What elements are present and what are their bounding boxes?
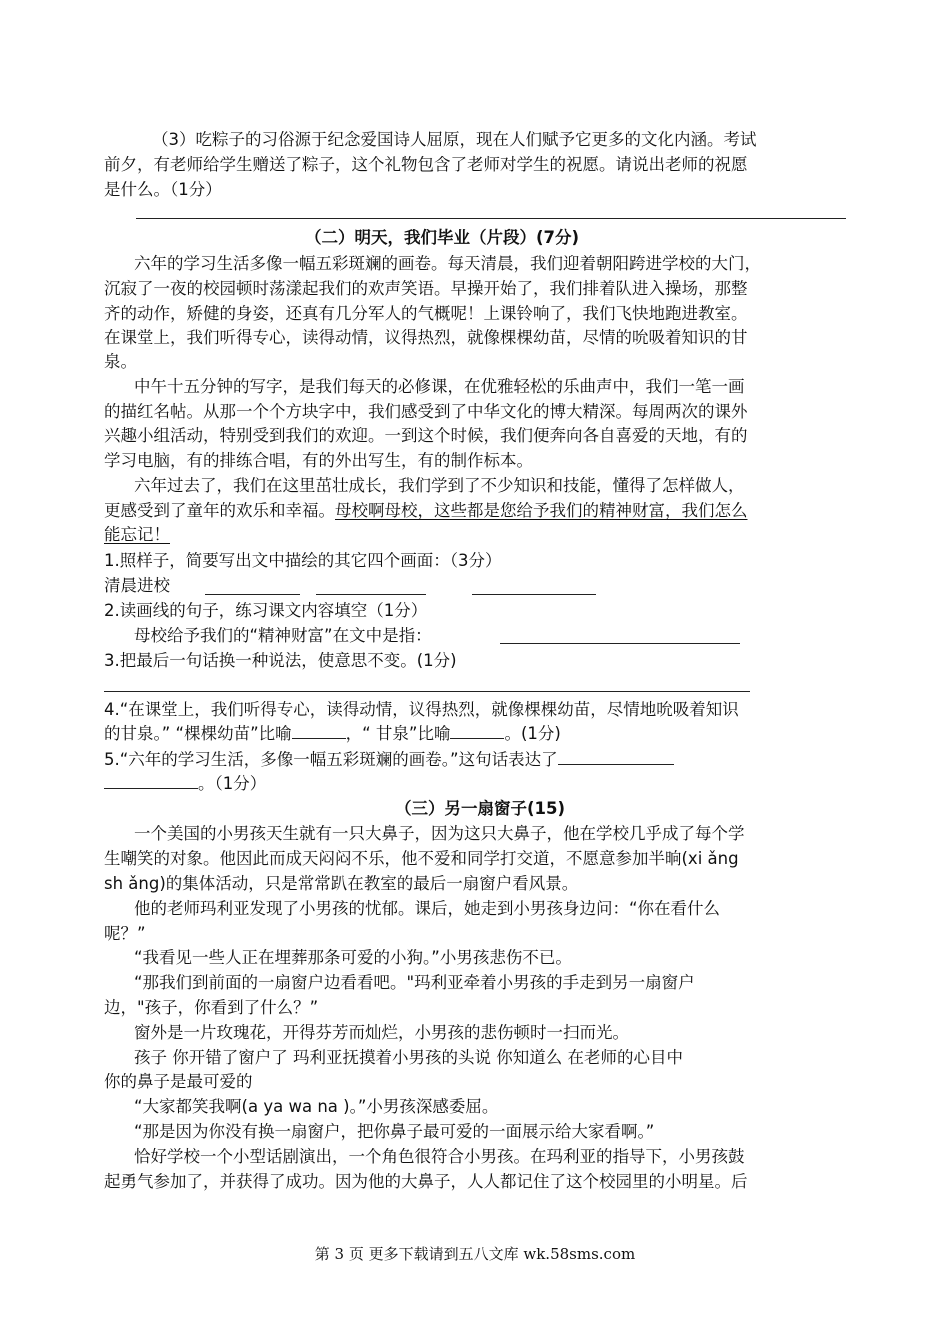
s2-p2-line-3: 兴趣小组活动，特别受到我们的欢迎。一到这个时候，我们便奔向各自喜爱的天地，有的 [104, 426, 748, 445]
s2-q2-blank[interactable] [500, 643, 740, 644]
q3-answer-line[interactable] [136, 218, 846, 219]
s3-line: 边，"孩子，你看到了什么？” [104, 998, 319, 1017]
s2-q4-line-1: 4.“在课堂上，我们听得专心，读得动情，议得热烈，就像棵棵幼苗，尽情地吮吸着知识 [104, 700, 739, 719]
s3-line: 起勇气参加了，并获得了成功。因为他的大鼻子，人人都记住了这个校园里的小明星。后 [104, 1172, 748, 1191]
s3-line: “大家都笑我啊(a ya wa na )。”小男孩深感委屈。 [134, 1097, 499, 1116]
s2-p1-line-1: 六年的学习生活多像一幅五彩斑斓的画卷。每天清晨，我们迎着朝阳跨进学校的大门， [134, 254, 761, 273]
s2-q3-answer-line[interactable] [104, 691, 750, 692]
s2-q1-example: 清晨进校 [104, 576, 170, 595]
s2-q4-blank-2[interactable] [450, 722, 504, 739]
q3-line-2: 前夕，有老师给学生赠送了粽子，这个礼物包含了老师对学生的祝愿。请说出老师的祝愿 [104, 155, 748, 174]
s2-q5-part-b: 。（1分） [198, 774, 267, 793]
s2-p1-line-2: 沉寂了一夜的校园顿时荡漾起我们的欢声笑语。早操开始了，我们排着队进入操场，那整 [104, 279, 748, 298]
s2-q5-blank-1[interactable] [558, 748, 674, 765]
s3-line: 他的老师玛利亚发现了小男孩的忧郁。课后，她走到小男孩身边问：“你在看什么 [134, 899, 721, 918]
s2-q4-part-b: ，“ 甘泉”比喻 [345, 724, 451, 743]
s2-p3-line-1: 六年过去了，我们在这里茁壮成长，我们学到了不少知识和技能，懂得了怎样做人， [134, 476, 745, 495]
s3-line: 一个美国的小男孩天生就有一只大鼻子，因为这只大鼻子，他在学校几乎成了每个学 [134, 824, 745, 843]
s2-p3-line-2 [104, 499, 748, 523]
s3-line: 你的鼻子是最可爱的 [104, 1072, 253, 1091]
s2-p1-line-4: 在课堂上，我们听得专心，读得动情，议得热烈，就像棵棵幼苗，尽情的吮吸着知识的甘 [104, 328, 748, 347]
s2-p1-line-5: 泉。 [104, 352, 137, 371]
s2-q4-part-a: 的甘泉。” “棵棵幼苗”比喻 [104, 724, 292, 743]
s3-line: “那我们到前面的一扇窗户边看看吧。"玛利亚牵着小男孩的手走到另一扇窗户 [134, 973, 695, 992]
s2-p2-line-4: 学习电脑，有的排练合唱，有的外出写生，有的制作标本。 [104, 451, 533, 470]
s3-line: sh ǎng)的集体活动，只是常常趴在教室的最后一扇窗户看风景。 [104, 874, 579, 893]
s3-line: 孩子 你开错了窗户了 玛利亚抚摸着小男孩的头说 你知道么 在老师的心目中 [134, 1048, 683, 1067]
s2-question-1: 1.照样子，简要写出文中描绘的其它四个画面：（3分） [104, 551, 502, 570]
section2-title: （二）明天，我们毕业（片段）(7分) [305, 228, 580, 247]
section3-title: （三）另一扇窗子(15) [395, 799, 566, 818]
s3-line: “我看见一些人正在埋葬那条可爱的小狗。”小男孩悲伤不已。 [134, 948, 572, 967]
q3-line-1: （3）吃粽子的习俗源于纪念爱国诗人屈原，现在人们赋予它更多的文化内涵。考试 [152, 130, 757, 149]
s2-p3-line-3: 能忘记！ [104, 525, 170, 544]
s3-line: 恰好学校一个小型话剧演出，一个角色很符合小男孩。在玛利亚的指导下，小男孩鼓 [134, 1147, 745, 1166]
s2-q2-fill: 母校给予我们的“精神财富”在文中是指： [134, 626, 432, 645]
s2-q5-blank-2[interactable] [104, 772, 198, 789]
s2-q1-blank-1[interactable] [205, 594, 300, 595]
s2-q4-part-c: 。(1分) [504, 724, 561, 743]
s3-line: “那是因为你没有换一扇窗户，把你鼻子最可爱的一面展示给大家看啊。” [134, 1122, 655, 1141]
s2-p1-line-3: 齐的动作，矫健的身姿，还真有几分军人的气概呢！上课铃响了，我们飞快地跑进教室。 [104, 304, 748, 323]
s3-line: 呢？” [104, 924, 146, 943]
s2-question-3: 3.把最后一句话换一种说法，使意思不变。(1分) [104, 651, 457, 670]
s2-p3-plain: 更感受到了童年的欢乐和幸福。 [104, 501, 335, 520]
q3-line-3: 是什么。（1分） [104, 180, 222, 199]
s2-p2-line-1: 中午十五分钟的写字，是我们每天的必修课，在优雅轻松的乐曲声中，我们一笔一画 [134, 377, 745, 396]
s3-line: 生嘲笑的对象。他因此而成天闷闷不乐，他不爱和同学打交道，不愿意参加半晌(xi ǎng [104, 849, 739, 868]
s2-q1-blank-3[interactable] [472, 594, 596, 595]
s2-q5-line-1 [104, 748, 674, 772]
page-footer: 第 3 页 更多下载请到五八文库 wk.58sms.com [314, 1245, 636, 1263]
s2-underlined-sentence: 母校啊母校，这些都是您给予我们的精神财富，我们怎么 [335, 501, 748, 520]
s2-question-2: 2.读画线的句子，练习课文内容填空（1分） [104, 601, 428, 620]
s2-q4-blank-1[interactable] [292, 722, 346, 739]
s2-q4-line-2 [104, 722, 561, 746]
s2-p2-line-2: 的描红名帖。从那一个个方块字中，我们感受到了中华文化的博大精深。每周两次的课外 [104, 402, 748, 421]
s2-q5-line-2 [104, 772, 266, 796]
s3-line: 窗外是一片玫瑰花，开得芬芳而灿烂，小男孩的悲伤顿时一扫而光。 [134, 1023, 629, 1042]
s2-q1-blank-2[interactable] [316, 594, 426, 595]
s2-q5-part-a: 5.“六年的学习生活，多像一幅五彩斑斓的画卷。”这句话表达了 [104, 750, 558, 769]
